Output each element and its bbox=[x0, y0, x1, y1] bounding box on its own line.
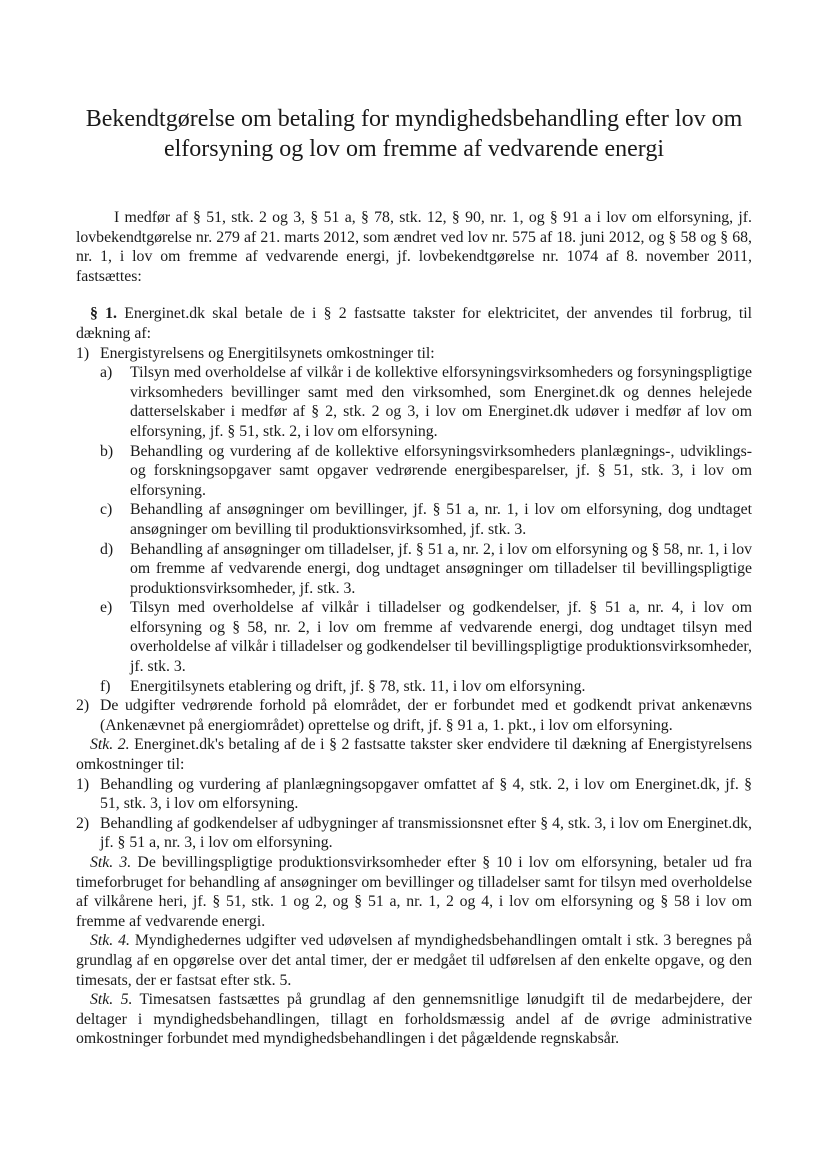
stk-5 bbox=[76, 990, 752, 1049]
section-1-text: Energinet.dk skal betale de i § 2 fastsatte takster for elektricitet, der anvendes til forbrug, til dækning af: bbox=[76, 305, 753, 342]
list-item-number: 1) bbox=[76, 775, 90, 793]
list-item bbox=[76, 814, 752, 853]
stk-5-text: Timesatsen fastsættes på grundlag af den gennemsnitlige lønudgift til de medarbejdere, der deltager i myndighedsbehandlingen, tillagt en forholdsmæssig andel af de øvrige administrative omkostninger forbundet med myndighedsbehandlingen i det pågældende regnskabsår. bbox=[76, 991, 752, 1048]
sublist-item bbox=[100, 540, 752, 599]
stk-3-label: Stk. 3. bbox=[90, 854, 132, 871]
section-1-label: § 1. bbox=[90, 305, 117, 323]
sublist-item-letter: c) bbox=[100, 501, 113, 519]
sublist-item-text: Energitilsynets etablering og drift, jf. § 78, stk. 11, i lov om elforsyning. bbox=[130, 677, 586, 695]
sublist-item-text: Behandling og vurdering af de kollektive elforsyningsvirksomheders planlægnings-, udviklings- og forskningsopgaver samt opgaver vedrørende energibesparelser, jf. § 51, stk. 3, i lov om elforsyning. bbox=[130, 442, 752, 499]
list-item-number: 2) bbox=[76, 697, 90, 715]
sublist bbox=[76, 363, 752, 696]
list-item-text: Energistyrelsens og Energitilsynets omkostninger til: bbox=[100, 344, 435, 362]
sublist-item bbox=[100, 500, 752, 539]
sublist-item-letter: e) bbox=[100, 599, 113, 617]
list-item-text: De udgifter vedrørende forhold på elområdet, der er forbundet med et godkendt privat ankenævns (Ankenævnet på energiområdet) oprettelse og drift, jf. § 91 a, 1. pkt., i lov om elforsyning. bbox=[100, 697, 752, 734]
stk-5-label: Stk. 5. bbox=[90, 991, 133, 1009]
sublist-item-text: Tilsyn med overholdelse af vilkår i de kollektive elforsyningsvirksomheders og forsyningspligtige virksomheders bevillinger samt med den virksomhed, som Energinet.dk og dennes helejede datterselskaber i medfør af § 2, stk. 2 og 3, i lov om Energinet.dk udøver i medfør af lov om elforsyning, jf. § 51, stk. 2, i lov om elforsyning. bbox=[130, 364, 752, 440]
sublist-item bbox=[100, 442, 752, 501]
stk-4-label: Stk. 4. bbox=[90, 932, 130, 950]
stk-3-text: De bevillingspligtige produktionsvirksomheder efter § 10 i lov om elforsyning, betaler ud fra timeforbruget for behandling af ansøgninger om bevillinger og tilladelser samt for tilsyn med overholdelse af vilkårene heri, jf. § 51, stk. 1 og 2, og § 51 a, nr. 1, 2 og 4, i lov om elforsyning og § 58 i lov om fremme af vedvarende energi. bbox=[76, 854, 753, 930]
sublist-item bbox=[100, 677, 752, 697]
stk-4 bbox=[76, 931, 752, 990]
intro-paragraph: I medfør af § 51, stk. 2 og 3, § 51 a, § 78, stk. 12, § 90, nr. 1, og § 91 a i lov om elforsyning, jf. lovbekendtgørelse nr. 279 af 21. marts 2012, som ændret ved lov nr. 575 af 18. juni 2012, og § 58 og § 68, nr. 1, i lov om fremme af vedvarende energi, jf. lovbekendtgørelse nr. 1074 af 8. november 2011, fastsættes: bbox=[76, 209, 752, 285]
list-item-text: Behandling af godkendelser af udbygninger af transmissionsnet efter § 4, stk. 3, i lov om Energinet.dk, jf. § 51 a, nr. 3, i lov om elforsyning. bbox=[100, 814, 752, 852]
sublist-item-letter: a) bbox=[100, 364, 113, 382]
stk-2-text: Energinet.dk's betaling af de i § 2 fastsatte takster sker endvidere til dækning af Energistyrelsens omkostninger til: bbox=[76, 736, 753, 774]
sublist-item-letter: f) bbox=[100, 677, 111, 695]
list-item-number: 1) bbox=[76, 344, 90, 362]
document-title: Bekendtgørelse om betaling for myndighedsbehandling efter lov om elforsyning og lov om fremme af vedvarende energi bbox=[85, 106, 743, 162]
sublist-item bbox=[100, 363, 752, 441]
list-item bbox=[76, 775, 752, 814]
sublist-item-text: Behandling af ansøgninger om tilladelser, jf. § 51 a, nr. 2, i lov om elforsyning og § 58, nr. 1, i lov om fremme af vedvarende energi, dog undtaget ansøgninger om tilladelser til bevillingspligtige produktionsvirksomheder, jf. stk. 3. bbox=[130, 540, 752, 597]
list-item bbox=[76, 696, 752, 735]
stk-4-text: Myndighedernes udgifter ved udøvelsen af myndighedsbehandlingen omtalt i stk. 3 beregnes på grundlag af en opgørelse over det antal timer, der er medgået til udførelsen af den enkelte opgave, og den timesats, der er fastsat efter stk. 5. bbox=[76, 932, 753, 989]
list-item-text: Behandling og vurdering af planlægningsopgaver omfattet af § 4, stk. 2, i lov om Energinet.dk, jf. § 51, stk. 3, i lov om elforsyning. bbox=[100, 775, 752, 813]
section-1 bbox=[76, 304, 752, 343]
document-body bbox=[76, 208, 752, 1049]
list-item bbox=[76, 344, 752, 364]
stk-3 bbox=[76, 853, 752, 931]
sublist-item bbox=[100, 598, 752, 676]
stk-2 bbox=[76, 735, 752, 774]
list-item-number: 2) bbox=[76, 814, 90, 832]
sublist-item-text: Behandling af ansøgninger om bevillinger, jf. § 51 a, nr. 1, i lov om elforsyning, dog undtaget ansøgninger om bevilling til produktionsvirksomhed, jf. stk. 3. bbox=[130, 501, 752, 538]
sublist-item-letter: b) bbox=[100, 442, 114, 460]
sublist-item-text: Tilsyn med overholdelse af vilkår i tilladelser og godkendelser, jf. § 51 a, nr. 4, i lov om elforsyning og § 58, nr. 2, i lov om fremme af vedvarende energi, dog undtaget tilsyn med overholdelse af vilkår i tilladelser og godkendelser til bevillingspligtige produktionsvirksomheder, jf. stk. 3. bbox=[130, 599, 752, 676]
stk-2-label: Stk. 2. bbox=[90, 736, 130, 754]
sublist-item-letter: d) bbox=[100, 540, 114, 558]
